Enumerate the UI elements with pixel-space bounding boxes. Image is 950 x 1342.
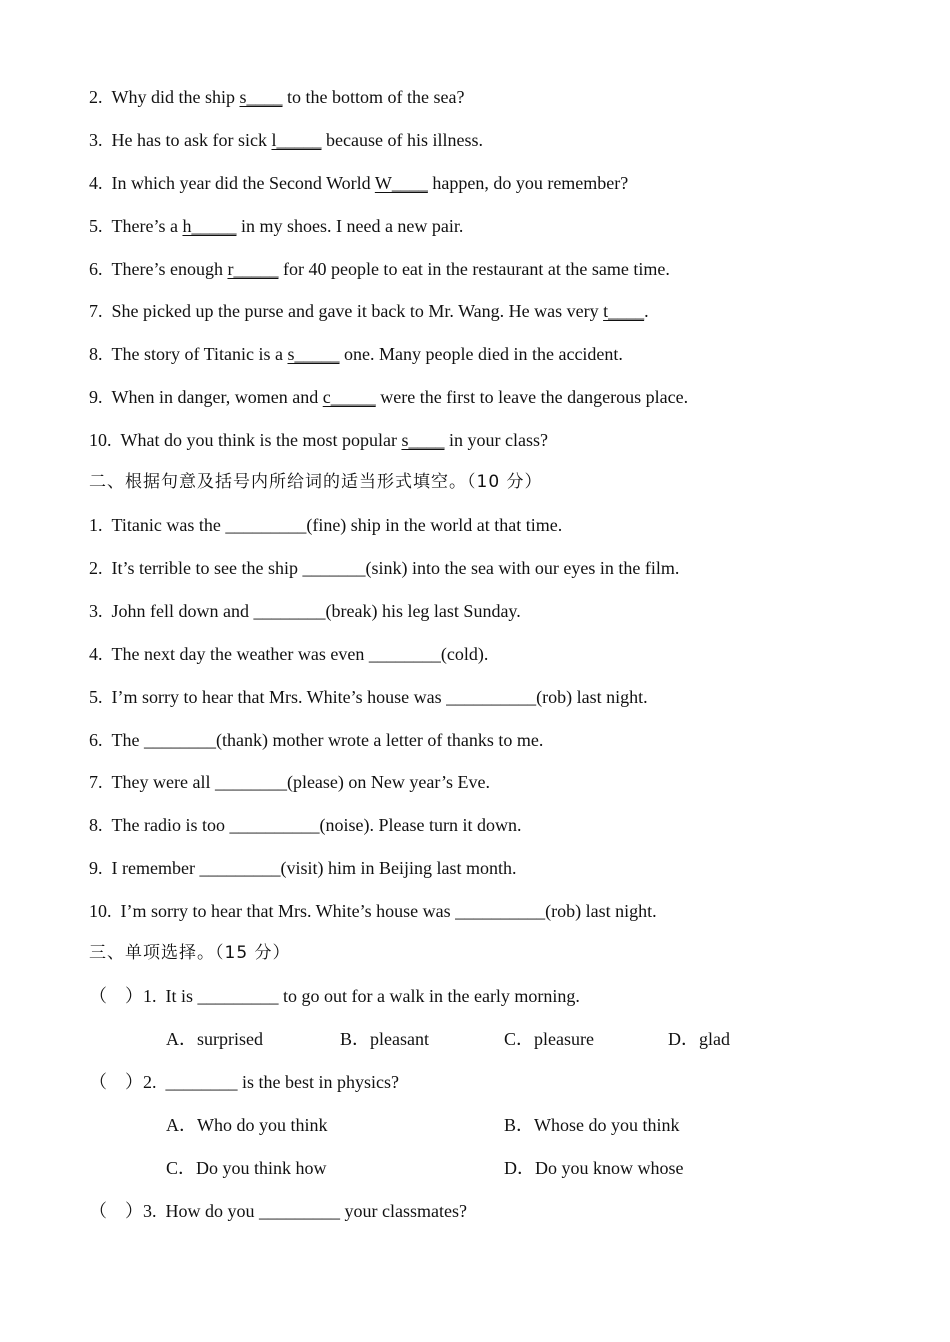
mc-question <box>89 984 580 1008</box>
question-text: How do you _________ your classmates? <box>165 1201 467 1221</box>
item-text-after: in your class? <box>444 430 548 450</box>
item-text-before: There’s a <box>111 216 183 236</box>
section2-item <box>89 685 648 709</box>
section2-item <box>89 513 562 537</box>
question-number: 2. <box>143 1072 157 1092</box>
item-number: 3. <box>89 601 103 621</box>
item-number: 5. <box>89 687 103 707</box>
item-number: 6. <box>89 730 103 750</box>
section1-item <box>89 85 464 109</box>
item-text-before: Why did the ship <box>111 87 240 107</box>
item-number: 2. <box>89 87 103 107</box>
fill-blank[interactable]: s____ <box>239 87 283 107</box>
item-number: 6. <box>89 259 103 279</box>
item-text: They were all ________(please) on New year’s Eve. <box>111 772 491 792</box>
item-text-after: happen, do you remember? <box>427 173 629 193</box>
option-c[interactable]: C．pleasure <box>504 1029 594 1049</box>
item-text-before: In which year did the Second World <box>111 173 375 193</box>
section1-item <box>89 342 623 366</box>
item-text-after: . <box>644 301 649 321</box>
item-text-before: When in danger, women and <box>111 387 323 407</box>
section3-heading: 三、单项选择。（15 分） <box>89 943 291 963</box>
answer-paren[interactable]: （ ） <box>89 1072 143 1092</box>
item-text-before: He has to ask for sick <box>111 130 272 150</box>
fill-blank[interactable]: h_____ <box>182 216 237 236</box>
fill-blank[interactable]: W____ <box>374 173 428 193</box>
question-text: It is _________ to go out for a walk in the early morning. <box>165 986 580 1006</box>
fill-blank[interactable]: r_____ <box>227 259 279 279</box>
item-text: The radio is too __________(noise). Please turn it down. <box>111 815 522 835</box>
item-number: 4. <box>89 173 103 193</box>
section1-item <box>89 128 483 152</box>
item-number: 9. <box>89 387 103 407</box>
item-text: John fell down and ________(break) his leg last Sunday. <box>111 601 521 621</box>
question-number: 3. <box>143 1201 157 1221</box>
mc-question <box>89 1199 467 1223</box>
section1-item <box>89 299 649 323</box>
item-number: 2. <box>89 558 103 578</box>
item-text-before: The story of Titanic is a <box>111 344 288 364</box>
option-c[interactable]: C．Do you think how <box>166 1158 327 1178</box>
fill-blank[interactable]: s____ <box>401 430 445 450</box>
section2-item <box>89 728 543 752</box>
option-a[interactable]: A．surprised <box>166 1029 263 1049</box>
question-number: 1. <box>143 986 157 1006</box>
answer-paren[interactable]: （ ） <box>89 986 143 1006</box>
option-d[interactable]: D．glad <box>668 1029 730 1049</box>
item-text-after: because of his illness. <box>321 130 483 150</box>
item-number: 10. <box>89 901 112 921</box>
item-text: It’s terrible to see the ship _______(sink) into the sea with our eyes in the film. <box>111 558 680 578</box>
item-number: 1. <box>89 515 103 535</box>
item-text-before: She picked up the purse and gave it back to Mr. Wang. He was very <box>111 301 604 321</box>
item-text-before: What do you think is the most popular <box>120 430 402 450</box>
item-text: Titanic was the _________(fine) ship in the world at that time. <box>111 515 563 535</box>
item-number: 5. <box>89 216 103 236</box>
section1-item <box>89 385 688 409</box>
section1-item <box>89 171 628 195</box>
item-number: 10. <box>89 430 112 450</box>
section2-item <box>89 899 657 923</box>
section2-item <box>89 813 521 837</box>
fill-blank[interactable]: c_____ <box>322 387 376 407</box>
section1-item <box>89 257 670 281</box>
section2-item <box>89 642 488 666</box>
answer-paren[interactable]: （ ） <box>89 1201 143 1221</box>
option-d[interactable]: D．Do you know whose <box>504 1158 684 1178</box>
section2-heading: 二、根据句意及括号内所给词的适当形式填空。（10 分） <box>89 472 543 492</box>
section1-item <box>89 428 548 452</box>
item-text: The next day the weather was even ________(cold). <box>111 644 489 664</box>
item-text: The ________(thank) mother wrote a letter of thanks to me. <box>111 730 544 750</box>
item-text-after: to the bottom of the sea? <box>282 87 465 107</box>
section2-item <box>89 770 490 794</box>
item-text-after: for 40 people to eat in the restaurant at the same time. <box>278 259 670 279</box>
fill-blank[interactable]: l_____ <box>271 130 322 150</box>
item-number: 7. <box>89 301 103 321</box>
item-number: 3. <box>89 130 103 150</box>
item-text-after: one. Many people died in the accident. <box>339 344 623 364</box>
fill-blank[interactable]: t____ <box>603 301 645 321</box>
item-text-before: There’s enough <box>111 259 228 279</box>
section1-item <box>89 214 463 238</box>
fill-blank[interactable]: s_____ <box>287 344 340 364</box>
item-number: 4. <box>89 644 103 664</box>
item-text: I’m sorry to hear that Mrs. White’s house was __________(rob) last night. <box>111 687 648 707</box>
option-a[interactable]: A．Who do you think <box>166 1115 328 1135</box>
item-number: 8. <box>89 815 103 835</box>
item-text-after: were the first to leave the dangerous place. <box>375 387 689 407</box>
option-b[interactable]: B．Whose do you think <box>504 1115 680 1135</box>
section2-item <box>89 599 521 623</box>
section2-item <box>89 556 679 580</box>
item-number: 8. <box>89 344 103 364</box>
item-text-after: in my shoes. I need a new pair. <box>236 216 464 236</box>
question-text: ________ is the best in physics? <box>165 1072 399 1092</box>
mc-question <box>89 1070 399 1094</box>
item-number: 7. <box>89 772 103 792</box>
item-text: I remember _________(visit) him in Beijing last month. <box>111 858 517 878</box>
section2-item <box>89 856 516 880</box>
option-b[interactable]: B．pleasant <box>340 1029 429 1049</box>
item-text: I’m sorry to hear that Mrs. White’s house was __________(rob) last night. <box>120 901 657 921</box>
item-number: 9. <box>89 858 103 878</box>
